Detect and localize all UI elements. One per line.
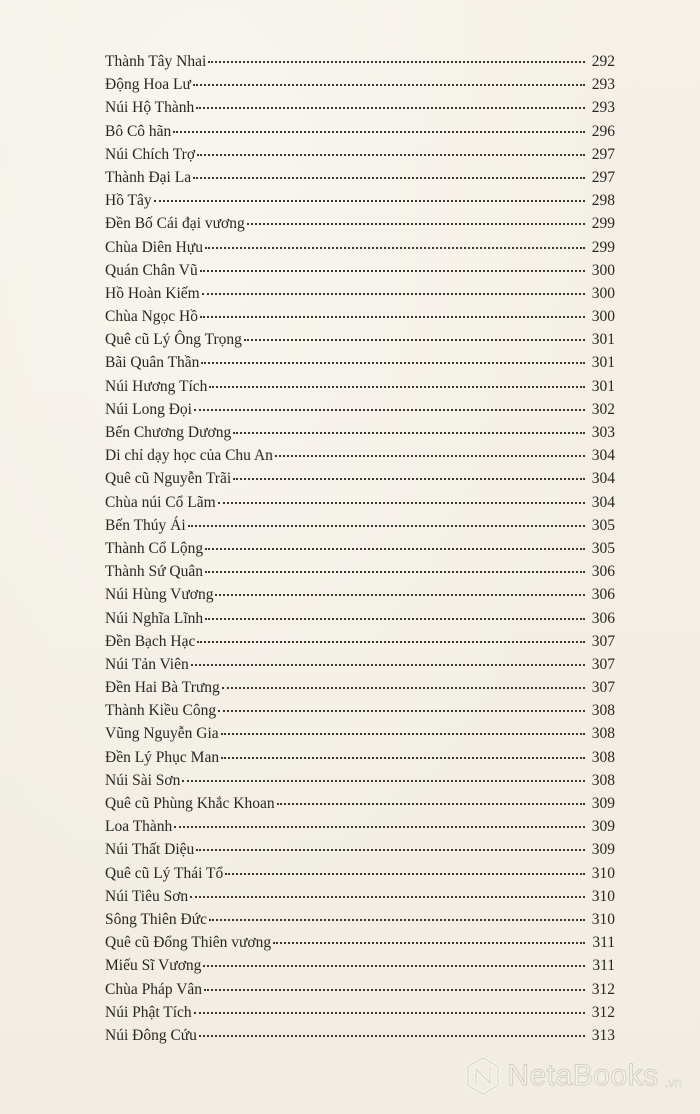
- dot-leader: [197, 153, 585, 156]
- toc-entry-title: Núi Long Đọi: [105, 400, 192, 418]
- dot-leader: [201, 361, 585, 364]
- toc-entry: [105, 978, 615, 1001]
- toc-entry: [105, 699, 615, 722]
- toc-entry-title: Vũng Nguyễn Gia: [105, 725, 219, 743]
- toc-entry-page-number: 304: [591, 447, 615, 465]
- toc-entry-page-number: 308: [591, 771, 615, 789]
- toc-entry-title: Chùa Ngọc Hồ: [105, 308, 198, 326]
- toc-entry: [105, 1001, 615, 1024]
- toc-entry-title: Loa Thành: [105, 818, 173, 836]
- dot-leader: [225, 872, 585, 875]
- toc-entry: [105, 885, 615, 908]
- toc-entry-title: Thành Đại La: [105, 168, 192, 186]
- dot-leader: [199, 1034, 585, 1037]
- toc-entry-page-number: 296: [591, 122, 615, 140]
- toc-entry-page-number: 311: [592, 934, 615, 952]
- toc-entry-page-number: 309: [591, 841, 615, 859]
- dot-leader: [200, 315, 585, 318]
- dot-leader: [233, 477, 585, 480]
- dot-leader: [208, 60, 585, 63]
- toc-entry: [105, 305, 615, 328]
- toc-entry-title: Thành Kiều Công: [105, 702, 217, 720]
- dot-leader: [247, 222, 585, 225]
- toc-entry: [105, 50, 615, 73]
- toc-entry-page-number: 301: [591, 331, 615, 349]
- toc-entry-page-number: 312: [591, 1003, 615, 1021]
- dot-leader: [205, 547, 585, 550]
- toc-entry-page-number: 303: [591, 424, 615, 441]
- toc-entry-title: Quê cũ Phùng Khắc Khoan: [105, 795, 275, 812]
- toc-entry-page-number: 306: [591, 609, 615, 627]
- dot-leader: [277, 802, 585, 805]
- dot-leader: [233, 431, 585, 434]
- toc-entry: [105, 375, 615, 398]
- toc-entry-title: Miếu Sĩ Vương: [105, 957, 202, 975]
- dot-leader: [275, 454, 585, 457]
- toc-entry-title: Núi Tiêu Sơn: [105, 887, 189, 905]
- dot-leader: [188, 524, 585, 527]
- toc-entry-page-number: 301: [591, 377, 615, 395]
- toc-entry: [105, 792, 615, 815]
- toc-entry: [105, 676, 615, 699]
- dot-leader: [218, 501, 585, 504]
- toc-entry-title: Quán Chân Vũ: [105, 261, 198, 279]
- toc-entry-title: Sông Thiên Đức: [105, 910, 207, 928]
- toc-entry: [105, 259, 615, 282]
- dot-leader: [154, 199, 585, 202]
- toc-entry-page-number: 312: [591, 980, 615, 998]
- toc-entry: [105, 954, 615, 977]
- toc-entry-page-number: 307: [591, 632, 615, 650]
- toc-entry-page-number: 306: [591, 563, 615, 581]
- toc-entry: [105, 328, 615, 351]
- dot-leader: [221, 732, 585, 735]
- toc-entry-title: Bến Thúy Ái: [105, 516, 186, 534]
- toc-entry-page-number: 307: [591, 655, 615, 673]
- toc-entry-title: Quê cũ Đổng Thiên vương: [105, 934, 272, 952]
- toc-entry-page-number: 298: [591, 192, 615, 210]
- toc-entry: [105, 351, 615, 374]
- toc-entry: [105, 73, 615, 96]
- toc-entry-page-number: 297: [591, 168, 615, 186]
- dot-leader: [182, 779, 585, 782]
- dot-leader: [203, 964, 585, 967]
- toc-entry-title: Thành Tây Nhai: [105, 53, 207, 70]
- toc-entry-page-number: 310: [591, 887, 615, 905]
- toc-entry-page-number: 300: [591, 308, 615, 326]
- toc-entry-page-number: 308: [591, 702, 615, 720]
- toc-entry-page-number: 305: [591, 539, 615, 557]
- toc-entry: [105, 838, 615, 861]
- toc-entry-page-number: 299: [591, 238, 615, 256]
- toc-entry-page-number: 297: [591, 145, 615, 163]
- dot-leader: [221, 756, 585, 759]
- toc-entry-page-number: 302: [591, 400, 615, 418]
- toc-entry-page-number: 310: [591, 910, 615, 928]
- toc-entry: [105, 514, 615, 537]
- toc-entry-title: Đền Hai Bà Trưng: [105, 679, 220, 697]
- toc-entry-title: Núi Thất Diệu: [105, 841, 195, 859]
- toc-entry-title: Núi Phật Tích: [105, 1003, 192, 1021]
- toc-entry-page-number: 300: [591, 261, 615, 279]
- toc-entry: [105, 143, 615, 166]
- toc-entry-title: Bến Chương Dương: [105, 424, 232, 441]
- dot-leader: [193, 83, 585, 86]
- toc-entry-title: Núi Sài Sơn: [105, 771, 181, 789]
- toc-entry-page-number: 308: [591, 725, 615, 743]
- toc-entry-title: Quê cũ Lý Thái Tổ: [105, 864, 224, 882]
- toc-entry-title: Đền Bạch Hạc: [105, 632, 196, 650]
- toc-entry-title: Hồ Tây: [105, 192, 152, 210]
- toc-entry-page-number: 292: [591, 53, 615, 70]
- toc-entry-title: Núi Tản Viên: [105, 655, 189, 673]
- toc-entry: [105, 607, 615, 630]
- toc-entry-title: Đền Lý Phục Man: [105, 748, 220, 766]
- toc-entry-title: Hồ Hoàn Kiếm: [105, 284, 200, 302]
- toc-entry-page-number: 306: [591, 586, 615, 604]
- dot-leader: [193, 176, 585, 179]
- netabooks-logo-icon: [465, 1056, 501, 1096]
- toc-entry: [105, 189, 615, 212]
- toc-entry: [105, 862, 615, 885]
- dot-leader: [174, 825, 585, 828]
- toc-entry-title: Bãi Quân Thần: [105, 354, 200, 372]
- toc-entry-page-number: 309: [591, 818, 615, 836]
- toc-entry-page-number: 304: [591, 470, 615, 488]
- dot-leader: [190, 895, 585, 898]
- toc-entry: [105, 746, 615, 769]
- dot-leader: [209, 918, 585, 921]
- toc-entry: [105, 722, 615, 745]
- toc-entry: [105, 282, 615, 305]
- dot-leader: [222, 686, 585, 689]
- toc-entry-page-number: 293: [591, 99, 615, 117]
- toc-entry-title: Thành Cổ Lộng: [105, 539, 204, 557]
- toc-entry-page-number: 308: [591, 748, 615, 766]
- toc-entry: [105, 398, 615, 421]
- toc-entry-page-number: 299: [591, 215, 615, 233]
- toc-entry: [105, 769, 615, 792]
- toc-entry-title: Núi Chích Trợ: [105, 145, 196, 163]
- toc-entry-page-number: 300: [591, 284, 615, 302]
- toc-entry: [105, 931, 615, 954]
- toc-entry-title: Núi Hương Tích: [105, 377, 208, 395]
- toc-entry: [105, 653, 615, 676]
- dot-leader: [196, 848, 585, 851]
- toc-entry-title: Đền Bố Cái đại vương: [105, 215, 245, 233]
- dot-leader: [215, 593, 585, 596]
- toc-entry-page-number: 311: [592, 957, 615, 975]
- toc-entry: [105, 236, 615, 259]
- toc-entry-page-number: 310: [591, 864, 615, 882]
- toc-entry-title: Bô Cô hãn: [105, 122, 172, 140]
- toc-entry: [105, 212, 615, 235]
- toc-entry: [105, 630, 615, 653]
- toc-entry-page-number: 313: [591, 1026, 615, 1044]
- watermark-suffix: .vn: [664, 1075, 682, 1090]
- toc-entry-title: Động Hoa Lư: [105, 76, 191, 94]
- toc-entry: [105, 537, 615, 560]
- toc-entry-page-number: 301: [591, 354, 615, 372]
- dot-leader: [244, 338, 585, 341]
- toc-entry: [105, 444, 615, 467]
- toc-entry: [105, 491, 615, 514]
- dot-leader: [173, 130, 585, 133]
- toc-entry-title: Di chỉ dạy học của Chu An: [105, 447, 273, 465]
- toc-entry-title: Núi Hùng Vương: [105, 586, 214, 604]
- dot-leader: [218, 709, 585, 712]
- toc-entry: [105, 120, 615, 143]
- toc-entry-title: Quê cũ Lý Ông Trọng: [105, 331, 242, 349]
- watermark: [465, 1056, 682, 1096]
- toc-entry-title: Chùa Diên Hựu: [105, 238, 203, 256]
- toc-entry-title: Quê cũ Nguyễn Trãi: [105, 470, 232, 488]
- toc-entry: [105, 96, 615, 119]
- toc-entry-page-number: 309: [591, 795, 615, 812]
- dot-leader: [209, 385, 585, 388]
- dot-leader: [200, 269, 585, 272]
- toc-entry: [105, 1024, 615, 1047]
- dot-leader: [202, 292, 585, 295]
- toc-entry-title: Chùa núi Cổ Lãm: [105, 493, 216, 511]
- toc-entry: [105, 421, 615, 444]
- toc-entry-page-number: 307: [591, 679, 615, 697]
- toc-entry-title: Núi Hộ Thành: [105, 99, 195, 117]
- dot-leader: [194, 408, 585, 411]
- toc-entry-page-number: 305: [591, 516, 615, 534]
- toc-entry: [105, 815, 615, 838]
- table-of-contents: [105, 50, 615, 1047]
- toc-entry-title: Núi Nghĩa Lĩnh: [105, 609, 204, 627]
- toc-entry: [105, 560, 615, 583]
- toc-entry: [105, 583, 615, 606]
- toc-entry-title: Núi Đông Cứu: [105, 1026, 197, 1044]
- dot-leader: [196, 106, 585, 109]
- dot-leader: [194, 1011, 585, 1014]
- toc-entry-page-number: 304: [591, 493, 615, 511]
- toc-entry-title: Chùa Pháp Vân: [105, 980, 203, 998]
- dot-leader: [205, 617, 585, 620]
- watermark-brand: NetaBooks: [507, 1059, 659, 1092]
- dot-leader: [273, 941, 585, 944]
- dot-leader: [205, 570, 585, 573]
- toc-entry: [105, 908, 615, 931]
- dot-leader: [204, 988, 585, 991]
- toc-entry-title: Thành Sứ Quân: [105, 563, 203, 581]
- toc-entry: [105, 166, 615, 189]
- dot-leader: [197, 640, 585, 643]
- toc-entry: [105, 467, 615, 490]
- dot-leader: [191, 663, 585, 666]
- dot-leader: [205, 246, 585, 249]
- toc-entry-page-number: 293: [591, 76, 615, 94]
